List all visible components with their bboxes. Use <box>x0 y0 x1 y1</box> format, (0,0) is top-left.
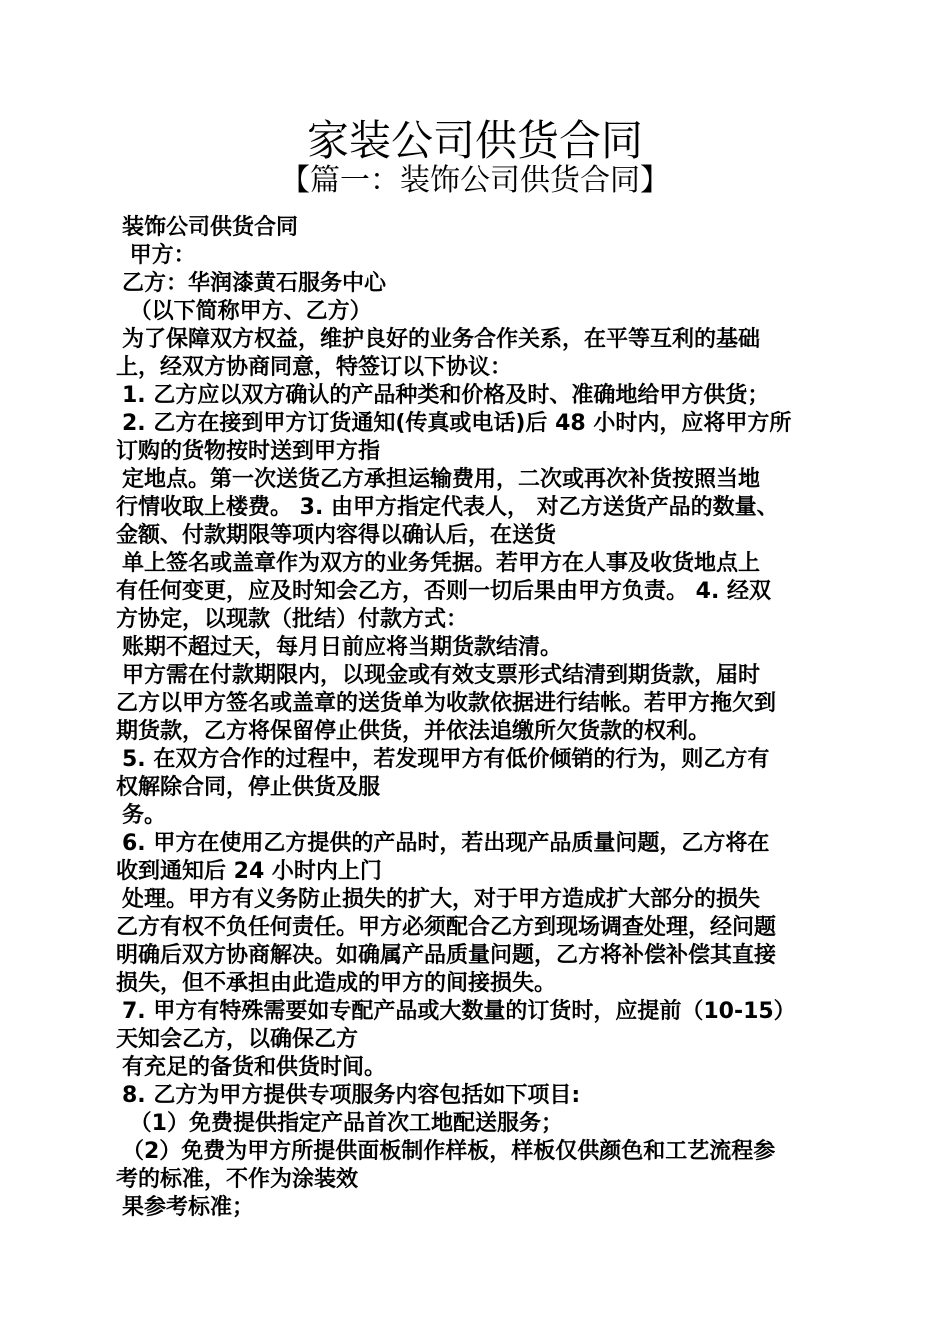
contract-line: 处理。甲方有义务防止损失的扩大，对于甲方造成扩大部分的损失 <box>122 887 761 912</box>
contract-line: 8. 乙方为甲方提供专项服务内容包括如下项目: <box>122 1083 581 1108</box>
contract-line: 损失，但不承担由此造成的甲方的间接损失。 <box>116 971 557 996</box>
contract-line: 订购的货物按时送到甲方指 <box>116 439 381 464</box>
contract-line: 5. 在双方合作的过程中，若发现甲方有低价倾销的行为，则乙方有 <box>122 747 770 772</box>
contract-line: 6. 甲方在使用乙方提供的产品时，若出现产品质量问题，乙方将在 <box>122 831 770 856</box>
contract-line: 果参考标准； <box>122 1195 255 1220</box>
contract-line: 1. 乙方应以双方确认的产品种类和价格及时、准确地给甲方供货； <box>122 383 770 408</box>
contract-body <box>116 214 838 1222</box>
contract-line: 乙方有权不负任何责任。甲方必须配合乙方到现场调查处理，经问题 <box>116 915 777 940</box>
contract-line: 甲方： <box>122 243 196 268</box>
contract-line: （1）免费提供指定产品首次工地配送服务； <box>122 1111 563 1136</box>
contract-line: 考的标准，不作为涂装效 <box>116 1167 359 1192</box>
contract-line: 明确后双方协商解决。如确属产品质量问题，乙方将补偿补偿其直接 <box>116 943 777 968</box>
contract-line: 定地点。第一次送货乙方承担运输费用，二次或再次补货按照当地 <box>122 467 761 492</box>
contract-line: 有任何变更，应及时知会乙方，否则一切后果由甲方负责。 4. 经双 <box>116 579 771 604</box>
contract-line: 权解除合同，停止供货及服 <box>116 775 381 800</box>
contract-line: 行情收取上楼费。 3. 由甲方指定代表人， 对乙方送货产品的数量、 <box>116 495 779 520</box>
contract-line: （2）免费为甲方所提供面板制作样板，样板仅供颜色和工艺流程参 <box>122 1139 776 1164</box>
contract-line: 方协定，以现款（批结）付款方式： <box>116 607 469 632</box>
contract-line: 有充足的备货和供货时间。 <box>122 1055 387 1080</box>
contract-line: 天知会乙方，以确保乙方 <box>116 1027 359 1052</box>
document-title: 家装公司供货合同 <box>306 116 643 165</box>
contract-line: 7. 甲方有特殊需要如专配产品或大数量的订货时，应提前（10-15） <box>122 999 796 1024</box>
contract-line: 务。 <box>122 803 167 828</box>
contract-line: 金额、付款期限等项内容得以确认后，在送货 <box>116 523 557 548</box>
contract-line: 收到通知后 24 小时内上门 <box>116 859 382 884</box>
contract-line: 单上签名或盖章作为双方的业务凭据。若甲方在人事及收货地点上 <box>122 551 761 576</box>
contract-line: 乙方：华润漆黄石服务中心 <box>122 271 387 296</box>
contract-line: 2. 乙方在接到甲方订货通知(传真或电话)后 48 小时内，应将甲方所 <box>122 411 792 436</box>
contract-line: 上，经双方协商同意，特签订以下协议： <box>116 355 513 380</box>
contract-line: 期货款，乙方将保留停止供货，并依法追缴所欠货款的权利。 <box>116 719 711 744</box>
contract-line: 甲方需在付款期限内，以现金或有效支票形式结清到期货款，届时 <box>122 663 761 688</box>
contract-line: 装饰公司供货合同 <box>122 215 299 240</box>
contract-line: （以下简称甲方、乙方） <box>122 299 372 324</box>
contract-line: 账期不超过天，每月日前应将当期货款结清。 <box>122 635 563 660</box>
document-subtitle: 【篇一：装饰公司供货合同】 <box>280 163 670 198</box>
contract-line: 为了保障双方权益，维护良好的业务合作关系，在平等互利的基础 <box>122 327 761 352</box>
contract-line: 乙方以甲方签名或盖章的送货单为收款依据进行结帐。若甲方拖欠到 <box>116 691 777 716</box>
